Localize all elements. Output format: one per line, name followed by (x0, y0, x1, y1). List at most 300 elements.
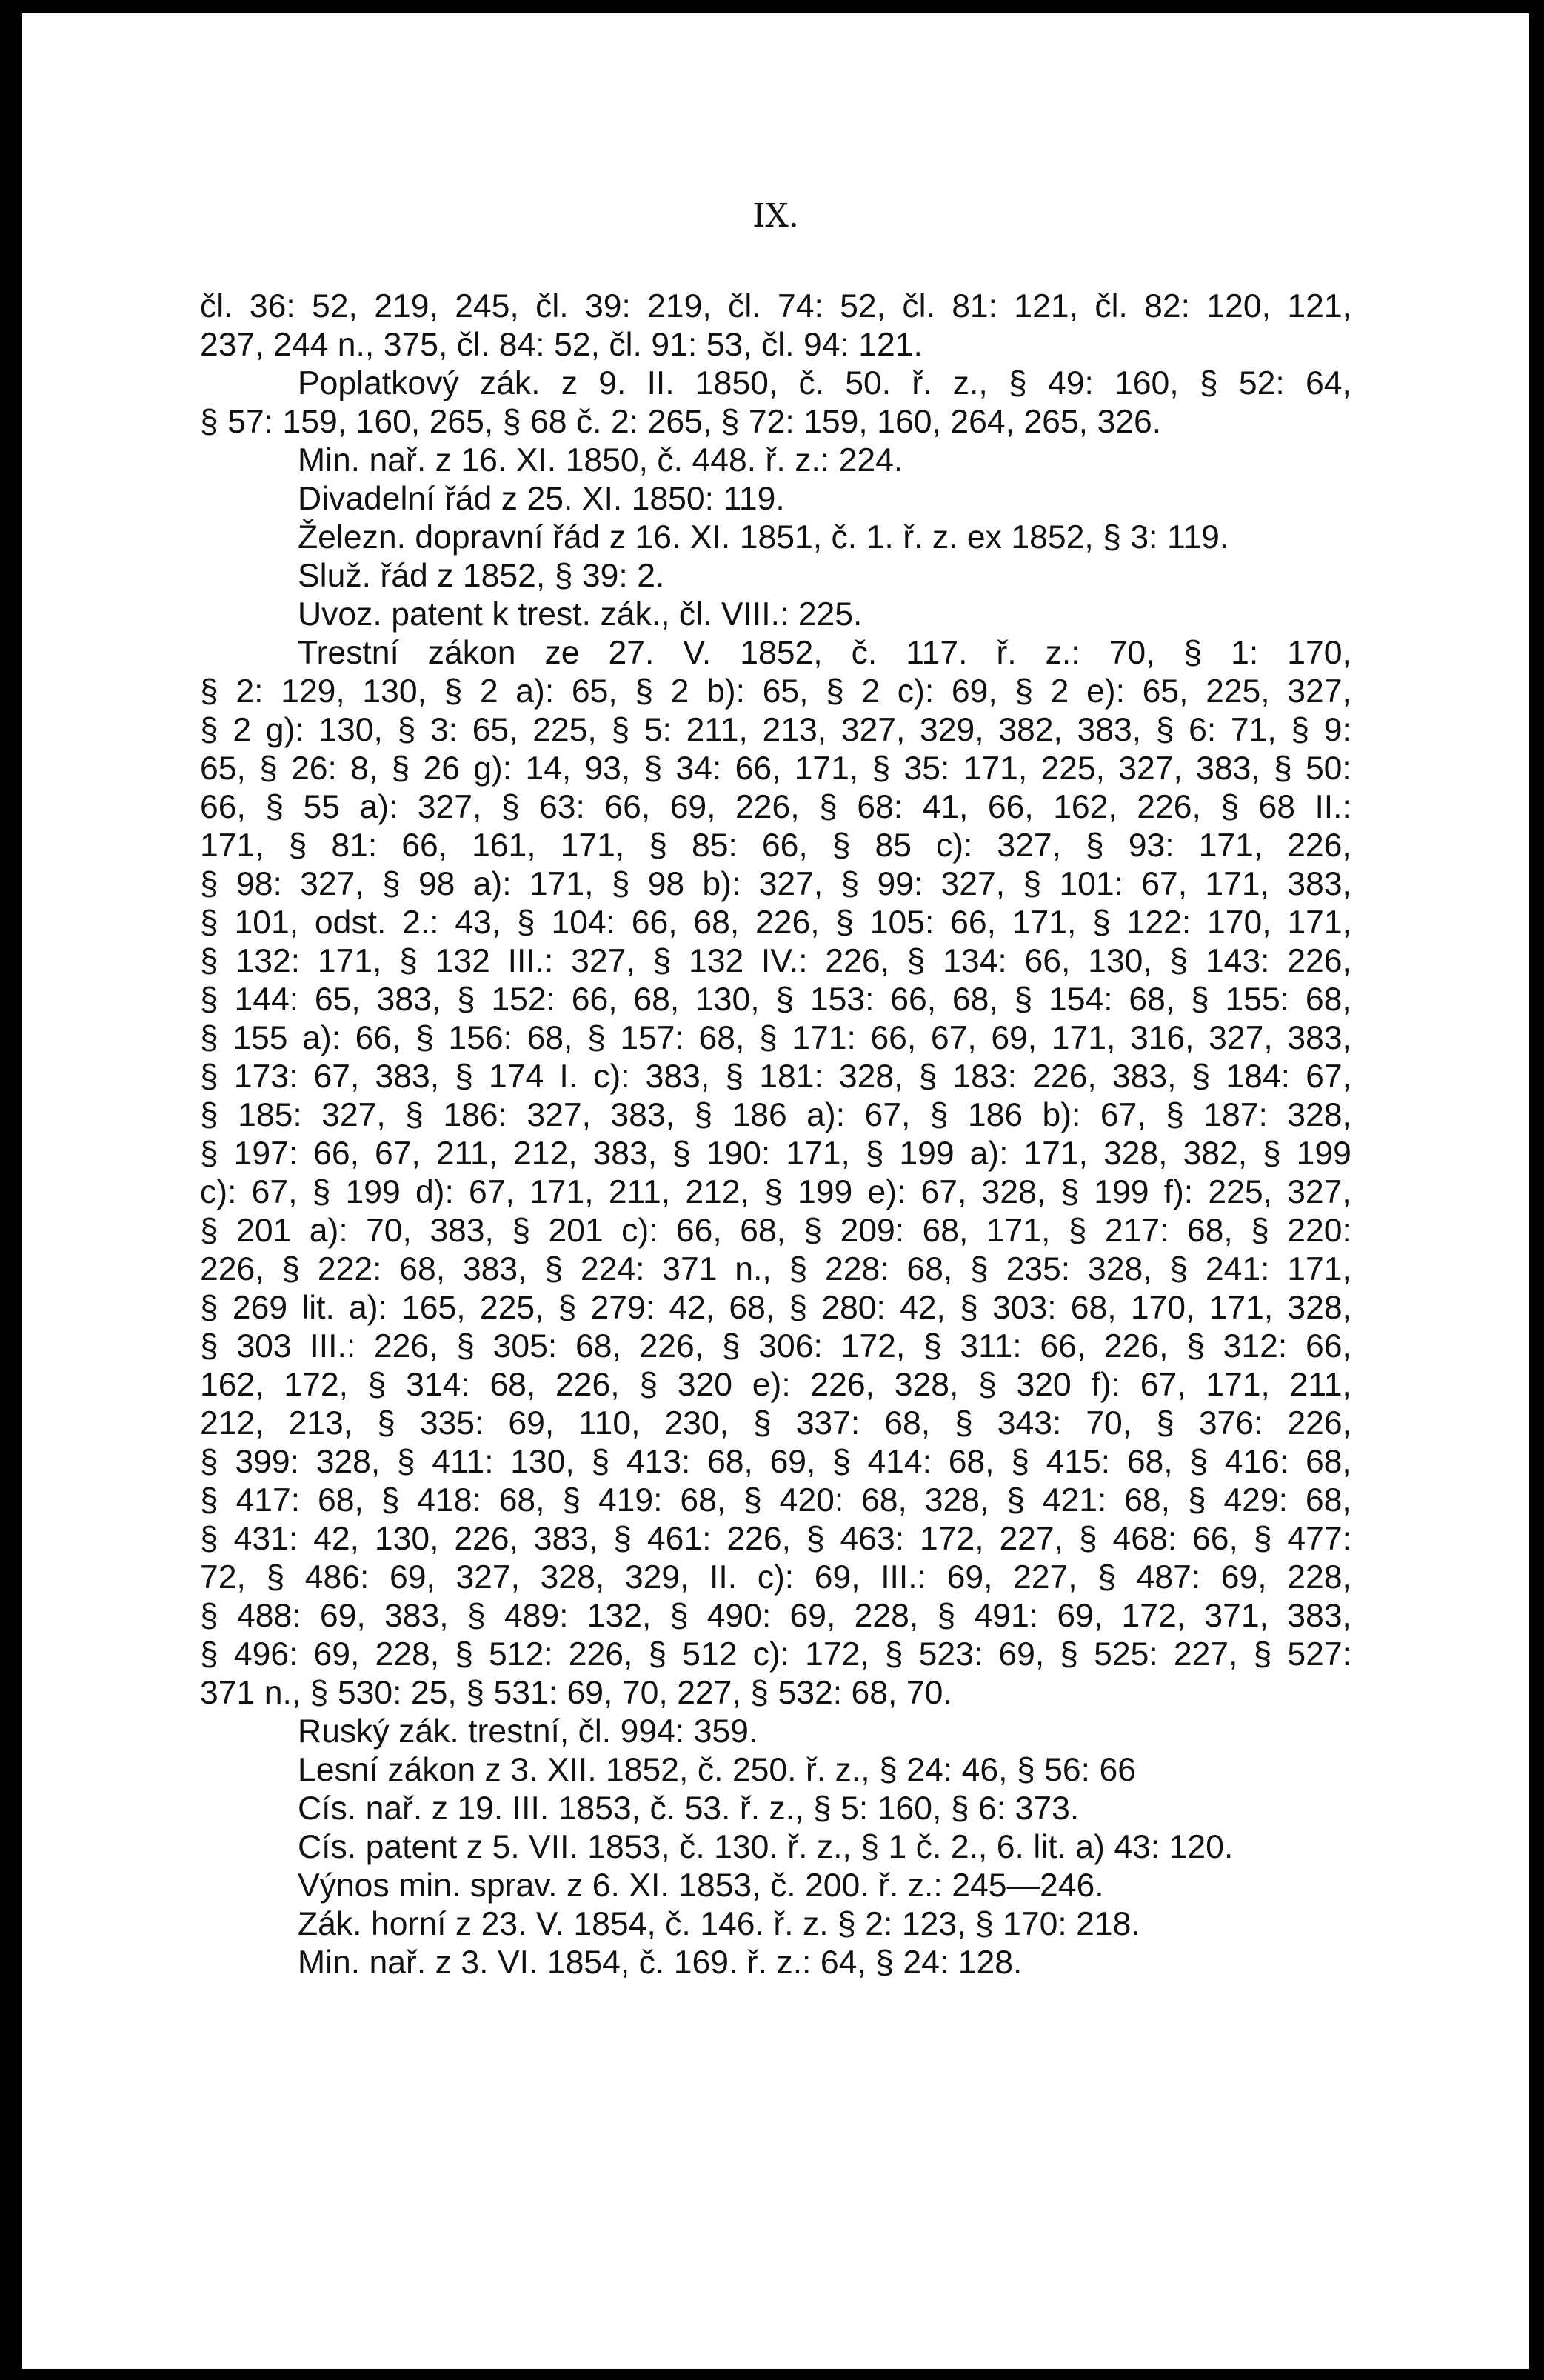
index-word: 225, (1040, 750, 1106, 787)
index-word: 225. (798, 596, 863, 633)
index-line (200, 1019, 1351, 1058)
index-word: 383, (610, 1097, 675, 1133)
index-word: čl. (609, 327, 642, 363)
index-word: ř. (739, 1790, 761, 1827)
index-word: 14, (525, 750, 572, 787)
index-line (200, 1481, 1351, 1520)
index-word: z., (835, 1752, 870, 1788)
index-word: 94: (803, 327, 849, 363)
index-word: § (456, 981, 475, 1018)
index-word: § (200, 1020, 218, 1056)
index-word: § (832, 827, 851, 864)
index-word: § (639, 1367, 658, 1403)
index-word: řád (552, 519, 601, 556)
index-word: 171, (1051, 1020, 1116, 1056)
index-word: 491: (974, 1598, 1039, 1634)
index-word: 328, (1103, 1136, 1168, 1172)
index-word: 69, (508, 1405, 555, 1441)
index-word: 68, (952, 981, 998, 1018)
index-word: 171, (986, 1213, 1051, 1249)
index-word: § (832, 1444, 851, 1480)
index-word: min. (398, 1867, 461, 1904)
index-word: § (644, 750, 663, 787)
index-word: 171, (1287, 1251, 1351, 1287)
index-word: § (200, 1059, 218, 1095)
index-word: 68, (1186, 1213, 1233, 1249)
index-word: § (281, 1251, 301, 1287)
index-word: 91: (651, 327, 698, 363)
index-word: § (200, 1213, 218, 1249)
index-line (200, 827, 1351, 865)
index-word: 68, (1070, 1290, 1117, 1326)
index-line (200, 1058, 1351, 1096)
index-word: 68, (922, 1213, 969, 1249)
index-word: 55 (303, 789, 340, 825)
index-word: § (200, 1482, 218, 1519)
index-word: § (929, 1097, 949, 1133)
index-word: z., (952, 365, 988, 401)
index-word: 314: (406, 1367, 470, 1403)
index-word: Trestní (298, 635, 399, 671)
index-word: 132: (235, 943, 301, 979)
index-word: 525: (1094, 1636, 1158, 1673)
index-line (200, 287, 1351, 326)
index-word: XI. (629, 1867, 669, 1904)
index-line (200, 1828, 1351, 1867)
index-word: § (775, 981, 795, 1018)
index-word: 305: (492, 1328, 558, 1364)
index-word: b): (706, 673, 745, 710)
index-word: z (455, 1906, 472, 1942)
index-word: I. (559, 1059, 578, 1095)
index-word: 209: (840, 1213, 905, 1249)
index-word: § (200, 1636, 218, 1673)
index-word: odst. (314, 904, 387, 941)
index-word: 530: (337, 1675, 402, 1711)
index-word: 66, (870, 1020, 917, 1056)
index-word: Cís. (298, 1829, 357, 1865)
index-word: z.: (795, 442, 830, 479)
index-word: 52, (554, 327, 600, 363)
index-word: 171, (1023, 1136, 1089, 1172)
index-word: 99: (877, 866, 923, 902)
index-word: čl. (535, 288, 569, 324)
index-word: 68, (680, 1482, 726, 1519)
index-word: 69, (998, 1636, 1045, 1673)
index-word: 122: (1126, 904, 1192, 941)
index-word: 211, (435, 1136, 498, 1172)
index-word: 225, (1206, 673, 1270, 710)
index-word: 174 (489, 1059, 544, 1095)
index-word: 6: (978, 1790, 1006, 1827)
index-word: 1852, (1011, 519, 1094, 556)
index-word: 160, (1114, 365, 1179, 401)
index-word: 165, (401, 1290, 466, 1326)
index-line (200, 441, 1351, 480)
index-word: 130, (362, 673, 427, 710)
index-word: § (467, 1598, 486, 1634)
index-word: § (1251, 1213, 1269, 1249)
index-word: 265, (1023, 404, 1089, 440)
index-word: č. (575, 404, 602, 440)
index-word: Min. (298, 1944, 361, 1981)
index-word: § (1183, 635, 1203, 671)
index-word: § (200, 943, 218, 979)
index-word: 3: (1130, 519, 1158, 556)
index-word: 487: (1136, 1559, 1201, 1596)
index-word: č. (915, 1829, 942, 1865)
index-word: c): (621, 1213, 658, 1249)
index-word: § (200, 1444, 218, 1480)
index-word: 226, (1287, 1405, 1351, 1441)
index-word: 200. (805, 1867, 869, 1904)
index-line (200, 1289, 1351, 1327)
index-word: Divadelní (298, 481, 435, 517)
index-word: § (960, 1290, 978, 1326)
index-word: § (1166, 1097, 1184, 1133)
index-word: 201 (236, 1213, 292, 1249)
index-word: 160, (877, 404, 941, 440)
index-word: 2. (637, 558, 665, 594)
index-word: VI. (497, 1944, 538, 1981)
index-line (200, 1327, 1351, 1366)
index-word: § (1189, 1444, 1209, 1480)
index-word: Uvoz. (298, 596, 382, 633)
index-word: 326. (1097, 404, 1162, 440)
index-word: 512 (682, 1636, 738, 1673)
index-word: ř. (878, 1867, 899, 1904)
index-word: 429: (1223, 1482, 1289, 1519)
index-word: § (1015, 673, 1034, 710)
index-word: Poplatkový (298, 365, 459, 401)
index-word: č. (697, 1752, 723, 1788)
index-word: ze (544, 635, 580, 671)
index-word: § (1199, 365, 1218, 401)
index-line (200, 1944, 1351, 1982)
index-word: 68, (633, 981, 680, 1018)
index-word: 328, (540, 1559, 605, 1596)
index-word: 65, (472, 712, 518, 748)
index-word: 186: (443, 1097, 507, 1133)
index-word: V. (535, 1906, 564, 1942)
index-word: Min. (298, 442, 361, 479)
index-word: 306: (758, 1328, 823, 1364)
index-word: 39: (584, 288, 631, 324)
index-word: patent (365, 1829, 458, 1865)
index-line (200, 1674, 1351, 1713)
index-word: § (1023, 866, 1042, 902)
index-word: 489: (504, 1598, 569, 1634)
index-word: 65, (571, 673, 618, 710)
index-word: § (725, 1059, 744, 1095)
index-line (200, 673, 1351, 711)
index-word: § (1186, 1328, 1205, 1364)
index-word: č. (657, 442, 684, 479)
index-word: 245, (455, 288, 519, 324)
index-word: 64, (820, 1944, 866, 1981)
index-word: 199 (899, 1136, 955, 1172)
index-word: 70, (1086, 1405, 1132, 1441)
index-word: § (906, 943, 926, 979)
index-word: 241: (1205, 1251, 1270, 1287)
index-word: 2 (1050, 673, 1069, 710)
index-line (200, 519, 1351, 557)
index-word: 68, (698, 1020, 745, 1056)
index-word: 461: (646, 1521, 712, 1557)
index-word: 6: (1189, 712, 1217, 748)
index-word: 244 (273, 327, 329, 363)
index-word: 146. (700, 1906, 764, 1942)
index-word: 328, (981, 1174, 1046, 1210)
index-word: 227, (999, 1521, 1064, 1557)
index-word: b): (702, 866, 741, 902)
index-word: zák. (398, 1713, 459, 1750)
index-word: 70, (366, 1213, 412, 1249)
index-word: 119. (723, 481, 785, 517)
index-word: 383, (376, 981, 441, 1018)
index-word: 6. (592, 1867, 620, 1904)
index-word: čl. (761, 327, 795, 363)
index-word: 67, (1100, 1097, 1146, 1133)
index-word: 66 (1099, 1752, 1136, 1788)
index-word: 66, (1305, 1328, 1351, 1364)
index-word: 264, (950, 404, 1015, 440)
index-word: 159, (282, 404, 347, 440)
index-word: Výnos (298, 1867, 390, 1904)
index-word: 2 (479, 673, 498, 710)
index-word: § (613, 1521, 632, 1557)
index-word: 69, (769, 1444, 816, 1480)
index-word: 52, (312, 288, 358, 324)
index-word: 63: (539, 789, 585, 825)
index-word: 2 (233, 712, 252, 748)
index-word: 129, (281, 673, 345, 710)
index-word: 172, (840, 1328, 906, 1364)
index-word: 68, (489, 1367, 536, 1403)
index-word: 42, (900, 1290, 946, 1326)
index-word: 250. (732, 1752, 797, 1788)
index-word: 130, (374, 1521, 439, 1557)
index-word: § (1155, 712, 1174, 748)
index-word: 152: (491, 981, 555, 1018)
index-word: XI. (581, 481, 623, 517)
index-word: 121. (858, 327, 923, 363)
index-word: lit. (1033, 1829, 1066, 1865)
index-word: 39: (581, 558, 628, 594)
index-word: 413: (626, 1444, 691, 1480)
index-word: § (950, 1790, 969, 1827)
index-word: § (872, 750, 891, 787)
index-line (200, 1366, 1351, 1404)
index-word: § (377, 1405, 395, 1441)
index-word: 68, (1305, 1444, 1351, 1480)
index-word: 417: (235, 1482, 301, 1519)
index-line (200, 904, 1351, 942)
index-word: 93: (1128, 827, 1174, 864)
index-word: 69, (1057, 1598, 1103, 1634)
index-word: 171, (529, 866, 594, 902)
index-word: 171, (529, 1174, 594, 1210)
index-word: 68, (948, 1444, 995, 1480)
index-word: 1854, (573, 1906, 656, 1942)
index-word: 226, (454, 1521, 518, 1557)
index-word: § (455, 1059, 473, 1095)
index-word: 211, (1289, 1367, 1351, 1403)
index-word: 56: (1044, 1752, 1091, 1788)
index-word: § (1156, 1405, 1174, 1441)
index-word: zák. (479, 365, 541, 401)
index-word: 213, (288, 1405, 353, 1441)
index-word: 130, (1088, 943, 1152, 979)
index-word: 144: (234, 981, 299, 1018)
index-line (200, 1905, 1351, 1944)
index-word: 172, (1121, 1598, 1186, 1634)
index-word: nař. (369, 1944, 427, 1981)
index-word: 226, (639, 1328, 704, 1364)
index-word: II. (646, 365, 675, 401)
index-word: g): (473, 750, 512, 787)
index-line (200, 1135, 1351, 1173)
index-word: § (879, 1752, 898, 1788)
index-word: 184: (1226, 1059, 1290, 1095)
index-word: 170: (1003, 1906, 1067, 1942)
index-word: 132, (586, 1598, 652, 1634)
index-word: 72: (748, 404, 795, 440)
index-word: 68, (1305, 1482, 1351, 1519)
index-line (200, 1404, 1351, 1443)
index-word: 69, (319, 1598, 366, 1634)
index-word: 228, (1287, 1559, 1351, 1596)
index-word: 496: (233, 1636, 298, 1673)
index-word: 68, (1305, 981, 1351, 1018)
index-word: 2 (670, 673, 689, 710)
index-word: 169. (673, 1944, 738, 1981)
index-word: III.: (880, 1559, 927, 1596)
index-word: 375, (383, 327, 448, 363)
index-word: § (1169, 1251, 1189, 1287)
index-word: č. (769, 1867, 796, 1904)
index-word: 66, (950, 904, 997, 941)
index-word: § (875, 1944, 894, 1981)
index-word: § (743, 1482, 762, 1519)
index-word: 66, (1192, 1521, 1238, 1557)
index-word: f): (1091, 1367, 1120, 1403)
index-word: 130, (318, 712, 383, 748)
index-word: § (750, 1675, 769, 1711)
index-word: § (544, 1251, 564, 1287)
index-line (200, 1867, 1351, 1905)
index-word: 265, (647, 404, 712, 440)
index-word: 171, (1287, 904, 1351, 941)
index-word: XI. (689, 519, 731, 556)
index-word: 228, (854, 1598, 919, 1634)
index-word: § (266, 1559, 285, 1596)
index-word: 212, (685, 1174, 749, 1210)
index-word: z., (816, 1829, 852, 1865)
index-line (200, 1443, 1351, 1481)
index-line (200, 403, 1351, 441)
index-word: 186 (732, 1097, 787, 1133)
index-word: 226, (200, 1251, 264, 1287)
index-word: trest. (518, 596, 592, 633)
index-word: z. (802, 1906, 829, 1942)
index-word: z (484, 1752, 501, 1788)
index-word: 312: (1223, 1328, 1288, 1364)
index-word: 383, (384, 1598, 449, 1634)
index-word: ř. (996, 635, 1017, 671)
index-word: V. (683, 635, 712, 671)
index-word: 199 (345, 1174, 401, 1210)
index-word: 156: (448, 1020, 512, 1056)
index-word: ř. (773, 1906, 794, 1942)
index-word: § (721, 404, 740, 440)
index-line (200, 942, 1351, 981)
index-word: z (609, 519, 626, 556)
index-word: 66, (401, 827, 448, 864)
index-word: § (444, 673, 463, 710)
index-word: 226, (373, 1328, 438, 1364)
index-word: 2.: (402, 904, 439, 941)
index-word: § (860, 1829, 880, 1865)
book-page (22, 13, 1529, 2369)
index-word: 101, (234, 904, 299, 941)
index-word: 6. (996, 1829, 1024, 1865)
index-word: ř. (746, 1944, 767, 1981)
index-word: 66, (987, 789, 1034, 825)
index-word: § (312, 1174, 331, 1210)
index-word: 66, (571, 981, 618, 1018)
index-word: 70, (621, 1675, 668, 1711)
index-word: II. (709, 1559, 738, 1596)
index-word: 171, (200, 827, 264, 864)
index-word: 328, (924, 1482, 989, 1519)
index-word: 104: (551, 904, 615, 941)
index-word: 171, (560, 827, 625, 864)
index-word: 226, (735, 789, 800, 825)
index-word: sprav. (469, 1867, 558, 1904)
index-line (200, 865, 1351, 904)
index-word: 70. (906, 1675, 952, 1711)
index-word: 65, (1142, 673, 1189, 710)
index-word: § (1009, 365, 1027, 401)
index-word: § (649, 827, 668, 864)
index-word: 320 (677, 1367, 733, 1403)
index-word: § (391, 750, 410, 787)
index-line (200, 1250, 1351, 1289)
index-word: čl. (1094, 288, 1128, 324)
index-word: § (648, 1636, 667, 1673)
index-word: § (611, 866, 630, 902)
index-word: § (200, 1598, 218, 1634)
index-word: lit. (301, 1290, 335, 1326)
index-word: § (721, 1328, 741, 1364)
index-word: z (466, 1829, 484, 1865)
index-word: XII. (547, 1752, 597, 1788)
index-word: 327, (571, 943, 635, 979)
index-word: § (1085, 827, 1104, 864)
index-word: 327, (758, 866, 823, 902)
index-word: 171, (1198, 827, 1263, 864)
index-word: 280: (821, 1290, 886, 1326)
index-word: § (803, 1213, 823, 1249)
index-word: § (415, 1020, 434, 1056)
index-word: a) (1075, 1829, 1105, 1865)
index-word: 5. (492, 1829, 520, 1865)
index-word: 52: (1238, 365, 1285, 401)
index-word: 327, (417, 789, 482, 825)
index-word: z (431, 1790, 448, 1827)
index-word: 16. (635, 519, 681, 556)
